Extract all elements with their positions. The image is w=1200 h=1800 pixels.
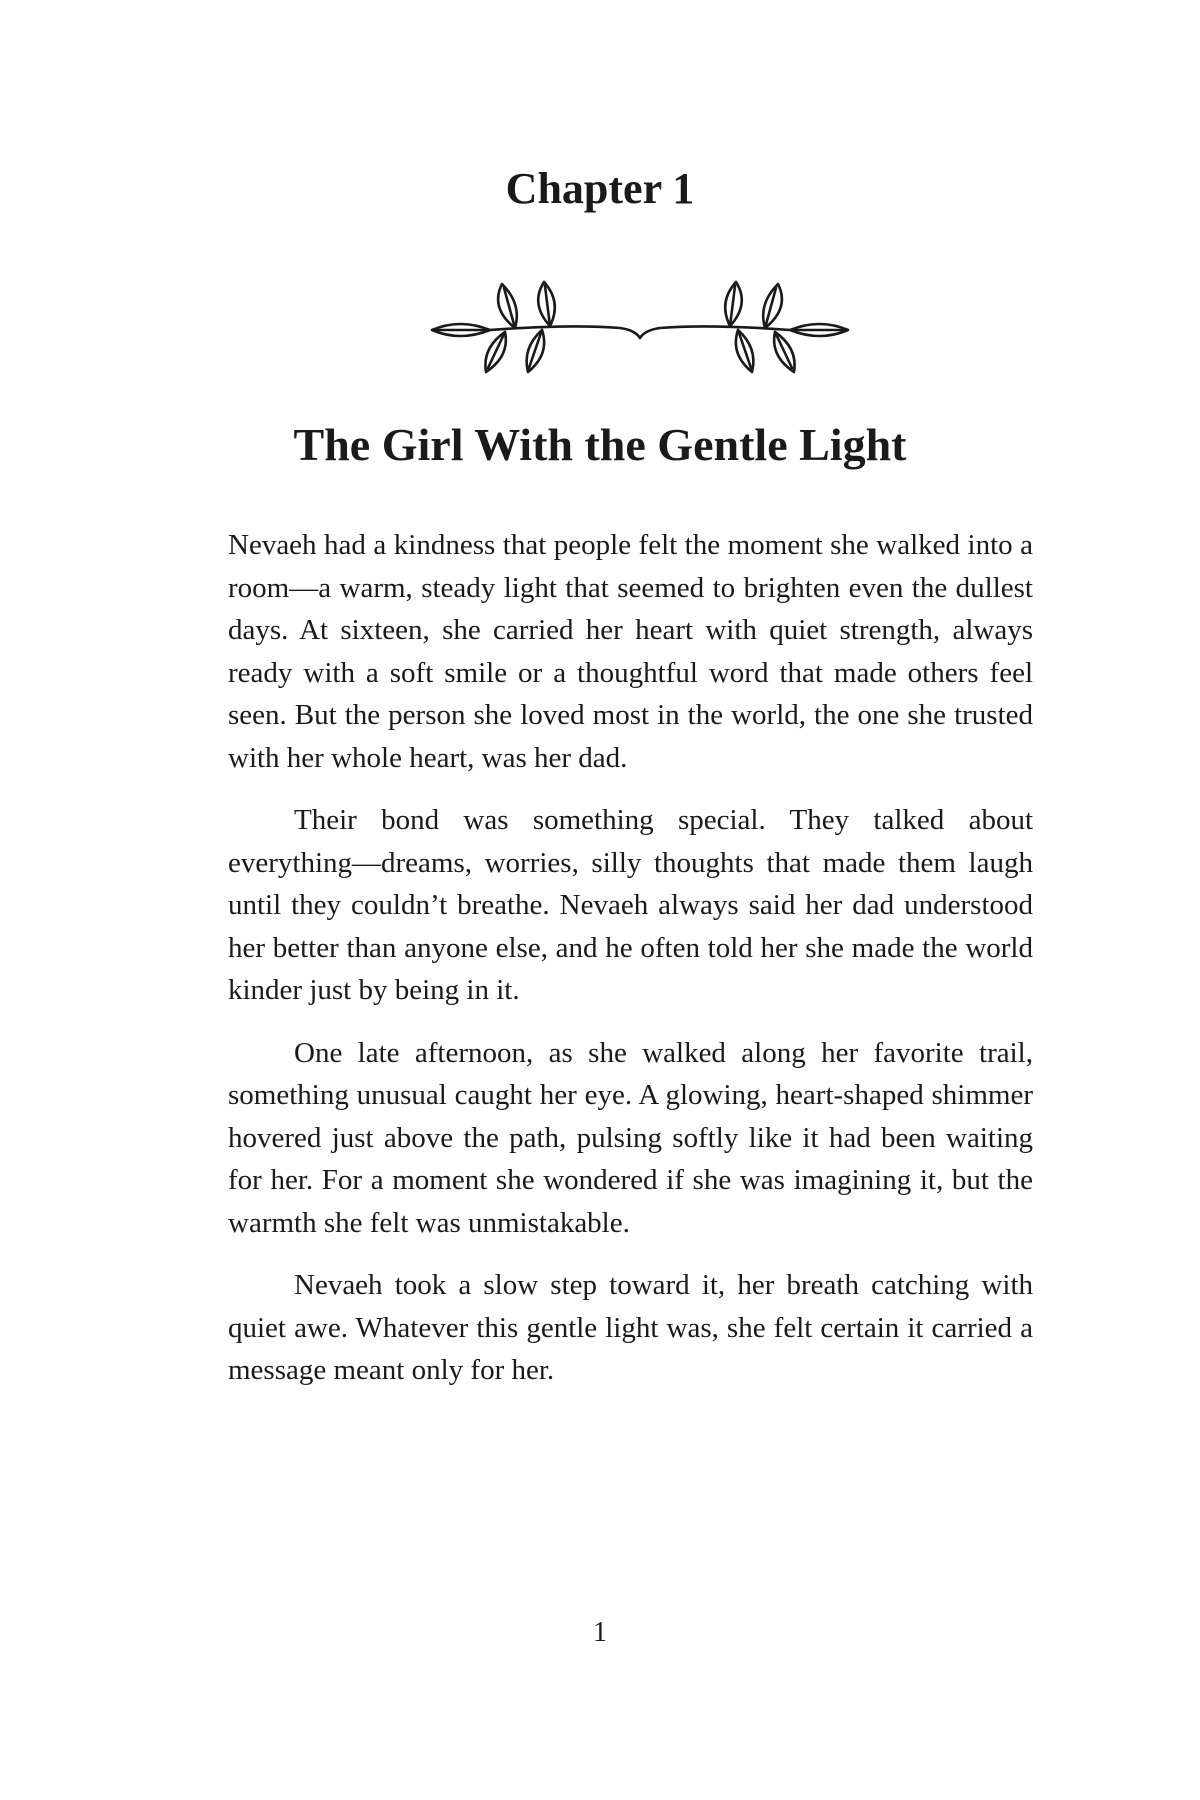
paragraph: Their bond was something special. They talked about everything—dreams, worries, silly thoughts that made them laugh until they couldn’t breathe. Nevaeh always said her dad understood her better than anyone else, and he often told her she made the world kinder just by being in it. [228, 804, 1033, 1006]
chapter-title: The Girl With the Gentle Light [293, 419, 907, 470]
paragraph: One late afternoon, as she walked along her favorite trail, something unusual caught her eye. A glowing, heart-shaped shimmer hovered just above the path, pulsing softly like it had been waiting for her. For a moment she wondered if she was imagining it, but the warmth she felt was unmistakable. [228, 1036, 1033, 1239]
chapter-body [228, 524, 1033, 1412]
laurel-vine-divider-icon [420, 278, 860, 378]
paragraph: Nevaeh had a kindness that people felt the moment she walked into a room—a warm, steady light that seemed to brighten even the dullest days. At sixteen, she carried her heart with quiet strength, always ready with a soft smile or a thoughtful word that made others feel seen. But the person she loved most in the world, the one she trusted with her whole heart, was her dad. [228, 529, 1033, 774]
chapter-label: Chapter 1 [505, 164, 695, 213]
page-number: 1 [593, 1617, 607, 1648]
paragraph: Nevaeh took a slow step toward it, her breath catching with quiet awe. Whatever this gentle light was, she felt certain it carried a message meant only for her. [228, 1269, 1033, 1386]
